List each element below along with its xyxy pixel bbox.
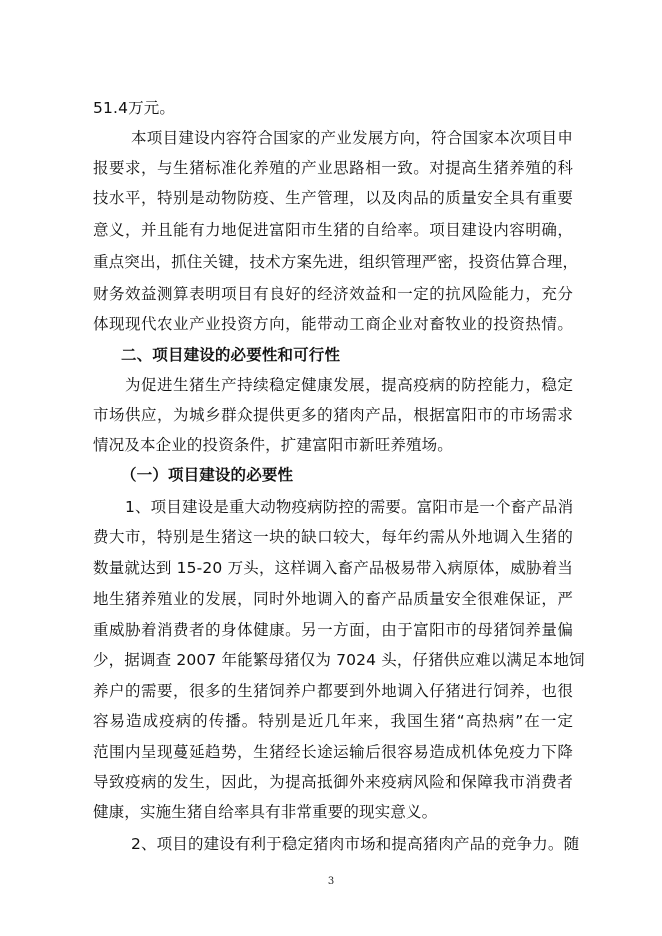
text-line: 导致疫病的发生，因此，为提高抵御外来疫病风险和保障我市消费者 xyxy=(93,773,573,791)
text-line: 51.4万元。 xyxy=(93,99,176,117)
text-line: 健康，实施生猪自给率具有非常重要的现实意义。 xyxy=(93,803,438,821)
text-line: 市场供应，为城乡群众提供更多的猪肉产品，根据富阳市的市场需求 xyxy=(93,406,573,424)
text-line: 地生猪养殖业的发展，同时外地调入的畜产品质量安全很难保证，严 xyxy=(93,590,573,608)
text-line: 情况及本企业的投资条件，扩建富阳市新旺养殖场。 xyxy=(93,436,453,454)
text-line: 少，据调查 2007 年能繁母猪仅为 7024 头，仔猪供应难以满足本地饲 xyxy=(93,651,585,669)
text-line: 重点突出，抓住关键，技术方案先进，组织管理严密，投资估算合理， xyxy=(93,253,579,271)
page-number: 3 xyxy=(327,876,335,887)
text-line: 体现现代农业产业投资方向，能带动工商企业对畜牧业的投资热情。 xyxy=(93,315,573,333)
text-line: 费大市，特别是生猪这一块的缺口较大，每年约需从外地调入生猪的 xyxy=(93,528,573,546)
subsection-heading: （一）项目建设的必要性 xyxy=(121,466,294,484)
section-heading: 二、项目建设的必要性和可行性 xyxy=(121,346,341,364)
text-line: 容易造成疫病的传播。特别是近几年来，我国生猪“高热病”在一定 xyxy=(93,712,573,730)
text-line: 重威胁着消费者的身体健康。另一方面，由于富阳市的母猪饲养量偏 xyxy=(93,621,573,639)
paragraph-first-line: 本项目建设内容符合国家的产业发展方向，符合国家本次项目申 xyxy=(131,129,573,147)
text-line: 意义，并且能有力地促进富阳市生猪的自给率。项目建设内容明确， xyxy=(93,221,573,239)
paragraph-first-line: 1、项目建设是重大动物疫病防控的需要。富阳市是一个畜产品消 xyxy=(125,498,574,516)
text-line: 技水平，特别是动物防疫、生产管理，以及肉品的质量安全具有重要 xyxy=(93,189,573,207)
paragraph-first-line: 2、项目的建设有利于稳定猪肉市场和提高猪肉产品的竞争力。随 xyxy=(131,835,580,853)
text-line: 财务效益测算表明项目有良好的经济效益和一定的抗风险能力，充分 xyxy=(93,285,573,303)
text-line: 范围内呈现蔓延趋势，生猪经长途运输后很容易造成机体免疫力下降 xyxy=(93,743,573,761)
paragraph-first-line: 为促进生猪生产持续稳定健康发展，提高疫病的防控能力，稳定 xyxy=(125,376,573,394)
text-line: 养户的需要，很多的生猪饲养户都要到外地调入仔猪进行饲养，也很 xyxy=(93,682,573,700)
text-line: 报要求，与生猪标准化养殖的产业思路相一致。对提高生猪养殖的科 xyxy=(93,159,573,177)
text-line: 数量就达到 15-20 万头，这样调入畜产品极易带入病原体，威胁着当 xyxy=(93,559,573,577)
